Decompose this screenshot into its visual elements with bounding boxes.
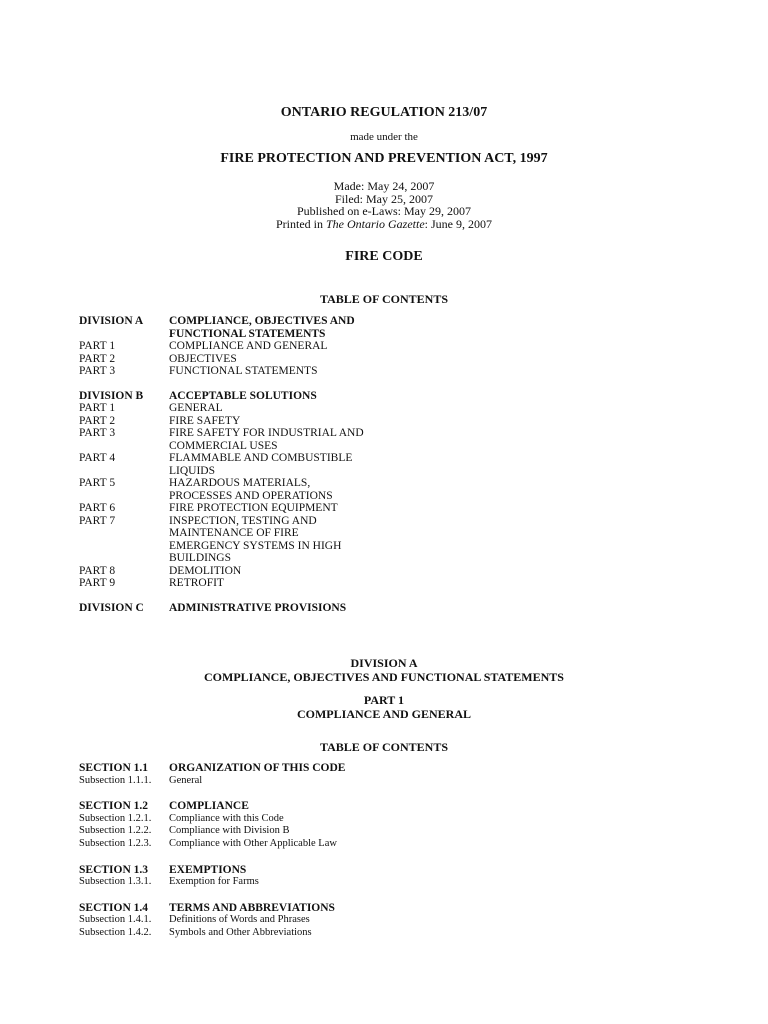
toc-row-title: DEMOLITION	[169, 564, 242, 577]
toc-spacer	[79, 378, 499, 390]
toc-division-row	[79, 390, 499, 403]
toc-row-title: HAZARDOUS MATERIALS, PROCESSES AND OPERATIONS	[169, 477, 333, 502]
toc-row-title: COMPLIANCE, OBJECTIVES AND FUNCTIONAL STATEMENTS	[169, 315, 355, 340]
gazette-name: The Ontario Gazette	[325, 216, 425, 231]
toc-row-label: PART 2	[79, 414, 116, 427]
section-title: COMPLIANCE	[169, 800, 249, 813]
toc-row-label: PART 8	[79, 564, 116, 577]
made-under-text: made under the	[350, 131, 418, 143]
toc-row-label: PART 5	[79, 477, 116, 489]
subsection-row	[79, 927, 499, 940]
toc-row-title: RETROFIT	[169, 577, 224, 589]
toc-part-row	[79, 427, 499, 452]
subsection-title: Compliance with this Code	[169, 812, 284, 824]
section-row	[79, 902, 499, 915]
subsection-row	[79, 775, 499, 788]
section-label: SECTION 1.3	[79, 863, 149, 876]
toc-row-label: PART 4	[79, 452, 116, 464]
toc-row-title: FIRE PROTECTION EQUIPMENT	[169, 502, 338, 514]
section-spacer	[79, 787, 499, 800]
toc-row-label: PART 2	[79, 352, 116, 365]
part1-toc-heading: TABLE OF CONTENTS	[319, 740, 449, 754]
part1-table-of-contents	[79, 762, 499, 940]
division-a-title: COMPLIANCE, OBJECTIVES AND FUNCTIONAL STATEMENTS	[204, 670, 564, 684]
toc-row-title: INSPECTION, TESTING AND MAINTENANCE OF FIRE EMERGENCY SYSTEMS IN HIGH BUILDINGS	[169, 514, 342, 564]
subsection-label: Subsection 1.4.1.	[79, 914, 152, 926]
subsection-label: Subsection 1.1.1.	[79, 774, 152, 786]
toc-row-title: ACCEPTABLE SOLUTIONS	[169, 389, 317, 402]
toc-part-row	[79, 340, 499, 353]
toc-row-label: PART 6	[79, 502, 116, 514]
section-spacer	[79, 889, 499, 902]
subsection-label: Subsection 1.2.3.	[79, 837, 152, 849]
section-title: TERMS AND ABBREVIATIONS	[169, 901, 335, 914]
toc-division-row	[79, 315, 499, 340]
toc-part-row	[79, 565, 499, 578]
toc-part-row	[79, 515, 499, 565]
subsection-label: Subsection 1.2.2.	[79, 825, 152, 837]
toc-part-row	[79, 452, 499, 477]
subsection-title: Compliance with Division B	[169, 825, 290, 837]
subsection-title: General	[169, 774, 203, 786]
act-title: FIRE PROTECTION AND PREVENTION ACT, 1997	[220, 151, 548, 166]
filed-date: Filed: May 25, 2007	[335, 191, 433, 206]
subsection-row	[79, 914, 499, 927]
toc-part-row	[79, 477, 499, 502]
code-title: FIRE CODE	[345, 249, 423, 264]
part-1-heading	[0, 693, 768, 721]
subsection-title: Symbols and Other Abbreviations	[169, 926, 312, 938]
toc-row-title: ADMINISTRATIVE PROVISIONS	[169, 601, 347, 614]
toc-part-row	[79, 365, 499, 378]
toc-row-title: COMPLIANCE AND GENERAL	[169, 340, 328, 352]
section-title: ORGANIZATION OF THIS CODE	[169, 762, 346, 774]
toc-row-label: DIVISION C	[79, 601, 144, 614]
toc-part-row	[79, 415, 499, 428]
regulation-title: ONTARIO REGULATION 213/07	[280, 105, 488, 120]
toc-heading: TABLE OF CONTENTS	[319, 292, 449, 306]
toc-row-label: PART 3	[79, 365, 116, 377]
toc-row-label: DIVISION A	[79, 315, 144, 327]
printed-prefix: Printed in	[275, 216, 326, 231]
section-spacer	[79, 851, 499, 864]
section-row	[79, 800, 499, 813]
part-1-label: PART 1	[363, 693, 405, 707]
main-table-of-contents	[79, 315, 499, 614]
subsection-title: Compliance with Other Applicable Law	[169, 837, 337, 849]
division-a-label: DIVISION A	[350, 656, 418, 670]
subsection-row	[79, 813, 499, 826]
toc-row-title: FIRE SAFETY	[169, 414, 241, 427]
section-row	[79, 762, 499, 775]
toc-row-label: DIVISION B	[79, 389, 144, 402]
toc-spacer	[79, 590, 499, 602]
toc-division-row	[79, 602, 499, 615]
subsection-row	[79, 825, 499, 838]
subsection-label: Subsection 1.3.1.	[79, 876, 152, 888]
toc-part-row	[79, 577, 499, 590]
subsection-label: Subsection 1.4.2.	[79, 926, 152, 938]
toc-row-label: PART 7	[79, 514, 116, 527]
section-label: SECTION 1.4	[79, 901, 149, 914]
subsection-row	[79, 876, 499, 889]
subsection-label: Subsection 1.2.1.	[79, 812, 152, 824]
toc-row-label: PART 3	[79, 427, 116, 439]
subsection-title: Definitions of Words and Phrases	[169, 914, 310, 926]
section-row	[79, 864, 499, 877]
toc-row-title: FLAMMABLE AND COMBUSTIBLE LIQUIDS	[169, 452, 353, 477]
toc-row-label: PART 9	[79, 577, 116, 589]
toc-row-label: PART 1	[79, 402, 116, 414]
section-label: SECTION 1.2	[79, 800, 149, 813]
toc-part-row	[79, 402, 499, 415]
toc-row-title: GENERAL	[169, 402, 223, 414]
section-title: EXEMPTIONS	[169, 863, 247, 876]
toc-row-title: FUNCTIONAL STATEMENTS	[169, 365, 318, 377]
date-block	[0, 180, 768, 230]
toc-row-title: FIRE SAFETY FOR INDUSTRIAL AND COMMERCIAL USES	[169, 427, 364, 452]
part-1-title: COMPLIANCE AND GENERAL	[296, 707, 471, 721]
division-a-heading	[0, 656, 768, 684]
section-label: SECTION 1.1	[79, 762, 149, 774]
made-date: Made: May 24, 2007	[333, 179, 435, 193]
published-date: Published on e-Laws: May 29, 2007	[297, 204, 471, 219]
printed-date	[0, 218, 768, 231]
subsection-title: Exemption for Farms	[169, 876, 259, 888]
toc-row-title: OBJECTIVES	[169, 352, 237, 365]
printed-suffix: : June 9, 2007	[424, 216, 492, 231]
subsection-row	[79, 838, 499, 851]
toc-part-row	[79, 353, 499, 366]
toc-part-row	[79, 502, 499, 515]
toc-row-label: PART 1	[79, 340, 116, 352]
